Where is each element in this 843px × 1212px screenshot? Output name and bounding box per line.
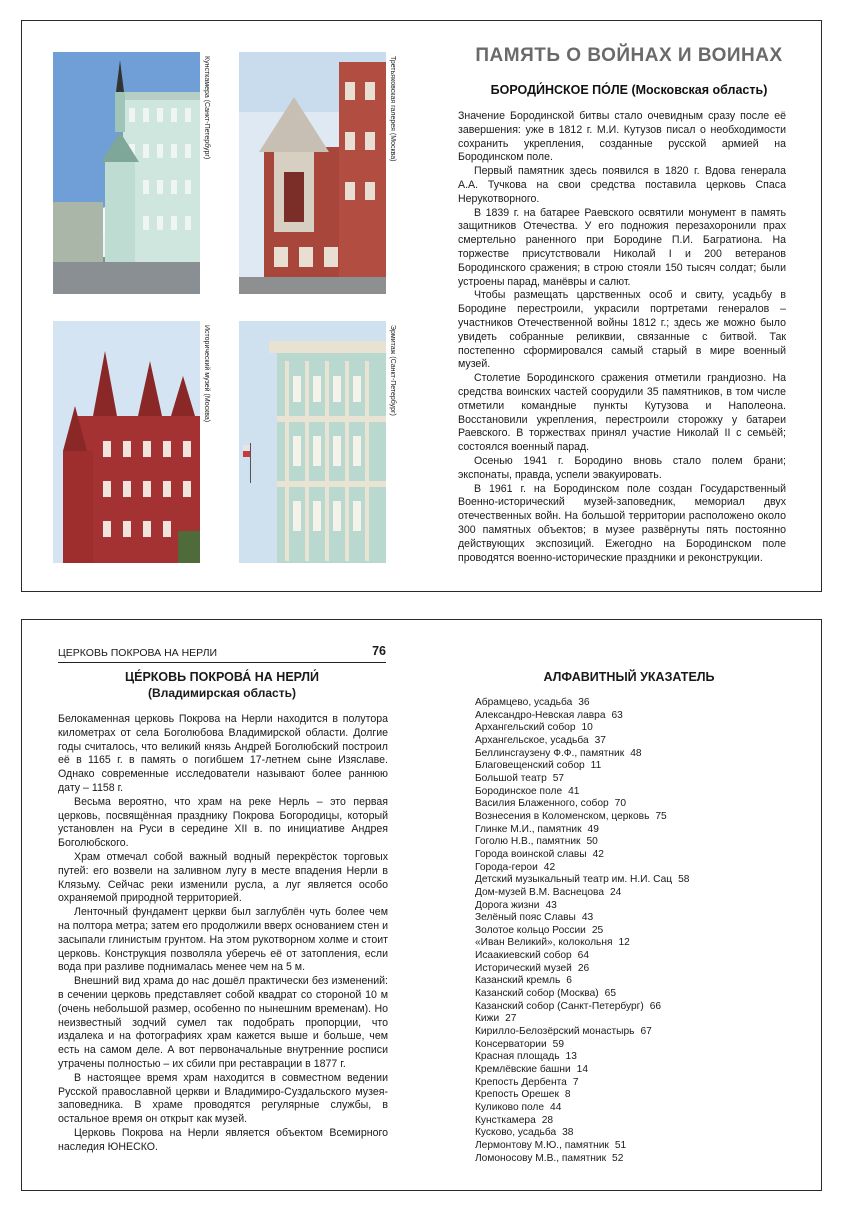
index-title: АЛФАВИТНЫЙ УКАЗАТЕЛЬ	[543, 670, 715, 684]
index-entry	[475, 963, 795, 976]
index-page: 42	[543, 861, 556, 873]
index-page: 42	[592, 848, 604, 860]
index-term: Золотое кольцо России	[475, 924, 586, 936]
index-entry	[475, 1001, 795, 1014]
book-page-top	[21, 20, 822, 592]
index-page: 27	[505, 1013, 517, 1025]
index-term: Гоголю Н.В., памятник	[475, 836, 581, 848]
index-entry	[475, 773, 795, 786]
index-entry	[475, 836, 795, 849]
index-page: 11	[590, 760, 602, 772]
index-page: 37	[594, 734, 606, 746]
index-term: Архангельское, усадьба	[475, 734, 589, 746]
index-page: 6	[566, 975, 572, 987]
index-entry	[475, 1026, 795, 1039]
index-page: 43	[545, 899, 557, 911]
photo-historical-museum	[53, 321, 213, 563]
index-term: Кусково, усадьба	[475, 1127, 557, 1139]
index-term: Красная площадь	[475, 1051, 560, 1063]
paragraph: Весьма вероятно, что храм на реке Нерль – это первая церковь, посвящённая празднику Покрова Богородицы, который установлен на Руси в середине XII в. по инициативе Андрея Боголюбского.	[58, 795, 388, 850]
index-page: 59	[552, 1038, 564, 1050]
index-page: 63	[611, 709, 623, 721]
index-page: 57	[552, 772, 565, 784]
index-entry	[475, 950, 795, 963]
page-number: 76	[372, 644, 386, 658]
photo-kunstkamera	[53, 52, 213, 294]
index-entry	[475, 1064, 795, 1077]
index-term: Казанский кремль	[475, 975, 561, 987]
index-page: 66	[649, 1000, 662, 1012]
index-entry	[475, 710, 795, 723]
book-page-bottom	[21, 619, 822, 1191]
paragraph: В 1961 г. на Бородинском поле создан Государственный Военно-исторический музей-заповедник, мемориал двух отечественных войн. На большой территории расположено около 300 памятных объектов; в музее развёрнуты пять постоянно действующих экспозиций. Ежегодно на Бородинском поле проводятся военно-исторические праздники и реконструкции.	[458, 482, 786, 564]
paragraph: Чтобы размещать царственных особ и свиту, усадьбу в Бородине перестроили, украсили портретами генералов – участников Отечественной войны 1812 г.; здесь же можно было увидеть собранные реликвии, связанные с битвой. Так постепенно сформировался самый старый в мире военный музей.	[458, 289, 786, 371]
index-entry	[475, 697, 795, 710]
index-term: Кунсткамера	[475, 1114, 536, 1126]
index-term: Благовещенский собор	[475, 760, 585, 772]
index-entry	[475, 786, 795, 799]
index-page: 26	[577, 962, 590, 974]
index-term: Василия Блаженного, собор	[475, 798, 609, 810]
photo-caption: Кунсткамера (Санкт-Петербург)	[200, 52, 213, 294]
index-page: 64	[577, 950, 590, 962]
index-entry	[475, 975, 795, 988]
index-entry	[475, 874, 795, 887]
index-term: Большой театр	[475, 772, 547, 784]
paragraph: В настоящее время храм находится в совместном ведении Русской православной церкви и Владимиро-Суздальского музея-заповедника. В храме проводятся регулярные службы, в остальное время он открыт как музей.	[58, 1071, 388, 1126]
paragraph: Первый памятник здесь появился в 1820 г. Вдова генерала А.А. Тучкова на свои средства поставила церковь Спаса Нерукотворного.	[458, 165, 786, 205]
index-term: Архангельский собор	[475, 722, 576, 734]
index-term: «Иван Великий», колокольня	[475, 937, 613, 949]
index-term: Крепость Орешек	[475, 1089, 559, 1101]
paragraph: Осенью 1941 г. Бородино вновь стало полем брани; экспонаты, правда, успели эвакуировать.	[458, 454, 786, 481]
index-entry	[475, 937, 795, 950]
index-page: 8	[564, 1089, 571, 1101]
index-page: 67	[640, 1026, 652, 1038]
index-page: 65	[604, 988, 616, 1000]
index-term: Консерватории	[475, 1038, 547, 1050]
index-page: 51	[614, 1139, 627, 1151]
section-title: ЦЕ́РКОВЬ ПОКРОВА́ НА НЕРЛИ́	[125, 670, 319, 684]
index-entry	[475, 1089, 795, 1102]
paragraph: Столетие Бородинского сражения отметили грандиозно. На средства воинских частей соорудили 35 памятников, в том числе отметили командные пункты Кутузова и Наполеона. Восстановили укрепления, перестроили сторожку у батареи Раевского. В торжествах принял участие Николай II с семьёй; состоялся военный парад.	[458, 372, 786, 454]
index-page: 41	[568, 785, 580, 797]
running-head-title: ЦЕРКОВЬ ПОКРОВА НА НЕРЛИ	[58, 647, 218, 659]
section-title: БОРОДИ́НСКОЕ ПО́ЛЕ (Московская область)	[490, 83, 768, 97]
index-term: Казанский собор (Москва)	[475, 988, 599, 1000]
index-term: Лермонтову М.Ю., памятник	[475, 1139, 609, 1151]
article-body	[458, 110, 786, 565]
index-page: 50	[586, 836, 598, 848]
index-page: 44	[550, 1102, 562, 1113]
index-page: 36	[578, 697, 590, 708]
index-term: Беллинсгаузену Ф.Ф., памятник	[475, 747, 625, 759]
index-term: Ломоносову М.В., памятник	[475, 1152, 607, 1164]
paragraph: Ленточный фундамент церкви был заглублён чуть более чем на полтора метра; затем его продолжили вверх основанием стен и засыпали глинистым грунтом. На этом рукотворном холме и стоит церковь. Конструкция позволяла уберечь её от затопления, если вода при разливе поднималась менее чем на 5 м.	[58, 906, 388, 974]
paragraph: Церковь Покрова на Нерли является объектом Всемирного наследия ЮНЕСКО.	[58, 1126, 388, 1153]
index-page: 28	[541, 1114, 554, 1126]
index-term: Кирилло-Белозёрский монастырь	[475, 1026, 635, 1038]
index-term: Кижи	[475, 1013, 500, 1025]
index-page: 52	[612, 1152, 624, 1164]
index-term: Александро-Невская лавра	[475, 709, 606, 721]
index-entry	[475, 748, 795, 761]
index-page: 49	[587, 823, 599, 835]
index-term: Кремлёвские башни	[475, 1064, 571, 1076]
index-term: Дорога жизни	[475, 899, 540, 911]
paragraph: Значение Бородинской битвы стало очевидным сразу после её завершения: уже в 1812 г. М.И. Кутузов писал о необходимости сохранить укрепления, созданные русской армией на Бородинском поле.	[458, 110, 786, 164]
index-page: 43	[581, 912, 594, 924]
index-term: Зелёный пояс Славы	[475, 912, 576, 924]
index-term: Казанский собор (Санкт-Петербург)	[475, 1000, 644, 1012]
index-entry	[475, 1127, 795, 1140]
index-page: 48	[630, 747, 642, 759]
index-entry	[475, 722, 795, 735]
index-page: 7	[572, 1076, 579, 1088]
index-entry	[475, 811, 795, 824]
index-entry	[475, 912, 795, 925]
index-term: Дом-музей В.М. Васнецова	[475, 886, 605, 898]
index-page: 12	[618, 937, 630, 949]
index-entry	[475, 735, 795, 748]
index-page: 25	[591, 924, 604, 936]
chapter-title: ПАМЯТЬ О ВОЙНАХ И ВОИНАХ	[475, 45, 783, 66]
paragraph: Белокаменная церковь Покрова на Нерли находится в полутора километрах от села Боголюбова Владимирской области. Долгие годы считалось, что великий князь Андрей Боголюбский построил её в 1165 г. в память о погибшем 17-летнем сыне Изяславе. Однако современные исследователи называют более раннюю дату – 1158 г.	[58, 713, 388, 794]
index-term: Города воинской славы	[475, 848, 587, 860]
article-body	[58, 713, 388, 1155]
index-page: 38	[562, 1127, 574, 1139]
index-entry	[475, 900, 795, 913]
paragraph: Внешний вид храма до нас дошёл практически без изменений: в сечении церковь представляет собой квадрат со стороной 10 м (очень небольшой размер, особенно по нынешним временам). Но неизвестный зодчий сумел так подобрать пропорции, что издалека и на фотографиях храм кажется выше и больше, чем есть на самом деле. А вот первоначальные внутренние росписи утрачены полностью – их сбили при реставрации в 1877 г.	[58, 975, 388, 1070]
index-term: Города-герои	[475, 861, 538, 873]
index-entry	[475, 1039, 795, 1052]
index-entry	[475, 862, 795, 875]
index-term: Куликово поле	[475, 1102, 545, 1113]
photo-tretyakov-gallery	[239, 52, 399, 294]
index-entry	[475, 1051, 795, 1064]
photo-hermitage	[239, 321, 399, 563]
index-entry	[475, 1140, 795, 1153]
index-entry	[475, 1077, 795, 1090]
index-entry	[475, 824, 795, 837]
index-page: 10	[581, 722, 593, 734]
index-entry	[475, 1153, 795, 1166]
index-entry	[475, 798, 795, 811]
index-entry	[475, 887, 795, 900]
index-term: Глинке М.И., памятник	[475, 823, 582, 835]
alphabetical-index	[475, 697, 795, 1165]
index-entry	[475, 1102, 795, 1115]
index-entry	[475, 849, 795, 862]
index-entry	[475, 1013, 795, 1026]
index-page: 13	[565, 1051, 577, 1063]
index-term: Вознесения в Коломенском, церковь	[475, 810, 650, 822]
historical-museum-image	[53, 321, 200, 563]
tretyakov-gallery-image	[239, 52, 386, 294]
index-page: 24	[610, 886, 622, 898]
index-entry	[475, 760, 795, 773]
photo-caption: Эрмитаж (Санкт-Петербург)	[386, 321, 399, 563]
index-term: Исаакиевский собор	[475, 950, 572, 962]
index-term: Исторический музей	[475, 962, 572, 974]
section-subtitle: (Владимирская область)	[148, 686, 296, 700]
photo-caption: Исторический музей (Москва)	[200, 321, 213, 563]
hermitage-image	[239, 321, 386, 563]
running-head	[58, 646, 386, 663]
index-term: Бородинское поле	[475, 785, 563, 797]
index-page: 14	[576, 1064, 589, 1076]
index-term: Крепость Дербента	[475, 1076, 567, 1088]
index-term: Абрамцево, усадьба	[475, 697, 573, 708]
index-page: 58	[678, 874, 690, 886]
index-term: Детский музыкальный театр им. Н.И. Сац	[475, 874, 673, 886]
index-entry	[475, 1115, 795, 1128]
photo-caption: Третьяковская галерея (Москва)	[386, 52, 399, 294]
index-page: 75	[655, 810, 667, 822]
index-entry	[475, 988, 795, 1001]
paragraph: Храм отмечал собой важный водный перекрёсток торговых путей: его возвели на заливном лугу в месте впадения Нерли в Клязьму. Сейчас реки изменили русла, а луг является особо охраняемой природной территорией.	[58, 850, 388, 905]
index-page: 70	[614, 798, 627, 810]
kunstkamera-image	[53, 52, 200, 294]
index-entry	[475, 925, 795, 938]
paragraph: В 1839 г. на батарее Раевского освятили монумент в память защитников Отечества. У его подножия перезахоронили прах смертельно раненного при Бородине П.И. Багратиона. На торжестве присутствовали Николай I и 200 ветеранов Бородинского сражения; в строю стояли 150 тысяч солдат; были устроены парад, манёвры и салют.	[458, 206, 786, 288]
